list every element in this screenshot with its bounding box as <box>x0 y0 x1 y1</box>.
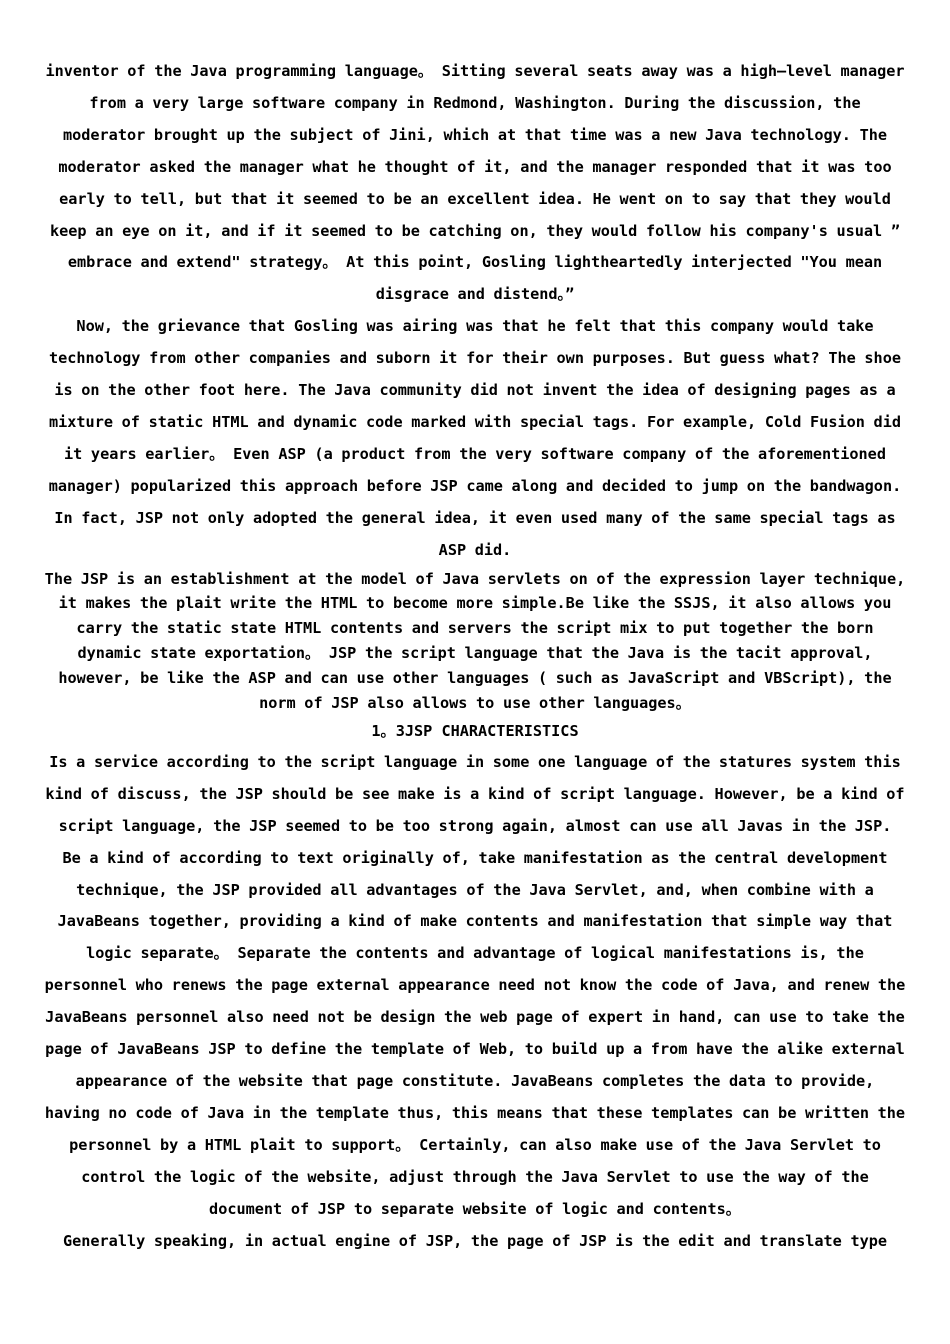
paragraph-engine: Generally speaking, in actual engine of JSP, the page of JSP is the edit and translate type <box>62 1231 888 1250</box>
paragraph-script-language: Is a service according to the script language in some one language of the statures system this kind of discuss, the JSP should be see make is a kind of script language. However, be a kind of script language, the JSP seemed to be too strong again, almost can use all Javas in the JSP. <box>45 752 905 835</box>
document-page <box>44 56 906 1257</box>
section-heading: 1。3JSP CHARACTERISTICS <box>371 721 579 740</box>
paragraph-jsp-establishment: The JSP is an establishment at the model of Java servlets on of the expression layer technique, it makes the plait write the HTML to become more simple.Be like the SSJS, it also allows you carry the static state HTML contents and servers the script mix to put together the born dynamic state exportation。 JSP the script language that the Java is the tacit approval, however, be like the ASP and can use other languages ( such as JavaScript and VBScript), the norm of JSP also allows to use other languages。 <box>44 569 906 713</box>
paragraph-grievance: Now, the grievance that Gosling was airing was that he felt that this company would take technology from other companies and suborn it for their own purposes. But guess what? The shoe is on the other foot here. The Java community did not invent the idea of designing pages as a mixture of static HTML and dynamic code marked with special tags. For example, Cold Fusion did it years earlier。 Even ASP (a product from the very software company of the aforementioned manager) popularized this approach before JSP came along and decided to jump on the bandwagon. In fact, JSP not only adopted the general idea, it even used many of the same special tags as ASP did. <box>48 317 902 559</box>
paragraph-advantages: Be a kind of according to text originally of, take manifestation as the central development technique, the JSP provided all advantages of the Java Servlet, and, when combine with a JavaBeans together, providing a kind of make contents and manifestation that simple way that logic separate。 Separate the contents and advantage of logical manifestations is, the personnel who renews the page external appearance need not know the code of Java, and renew the JavaBeans personnel also need not be design the web page of expert in hand, can use to take the page of JavaBeans JSP to define the template of Web, to build up a from have the alike external appearance of the website that page constitute. JavaBeans completes the data to provide, having no code of Java in the template thus, this means that these templates can be written the personnel by a HTML plait to support。 Certainly, can also make use of the Java Servlet to control the logic of the website, adjust through the Java Servlet to use the way of the document of JSP to separate website of logic and contents。 <box>44 848 906 1218</box>
paragraph-gosling-anecdote: inventor of the Java programming language。 Sitting several seats away was a high—level manager from a very large software company in Redmond, Washington. During the discussion, the moderator brought up the subject of Jini, which at that time was a new Java technology. The moderator asked the manager what he thought of it, and the manager responded that it was too early to tell, but that it seemed to be an excellent idea. He went on to say that they would keep an eye on it, and if it seemed to be catching on, they would follow his company's usual ” embrace and extend" strategy。 At this point, Gosling lightheartedly interjected "You mean disgrace and distend。” <box>45 62 905 304</box>
